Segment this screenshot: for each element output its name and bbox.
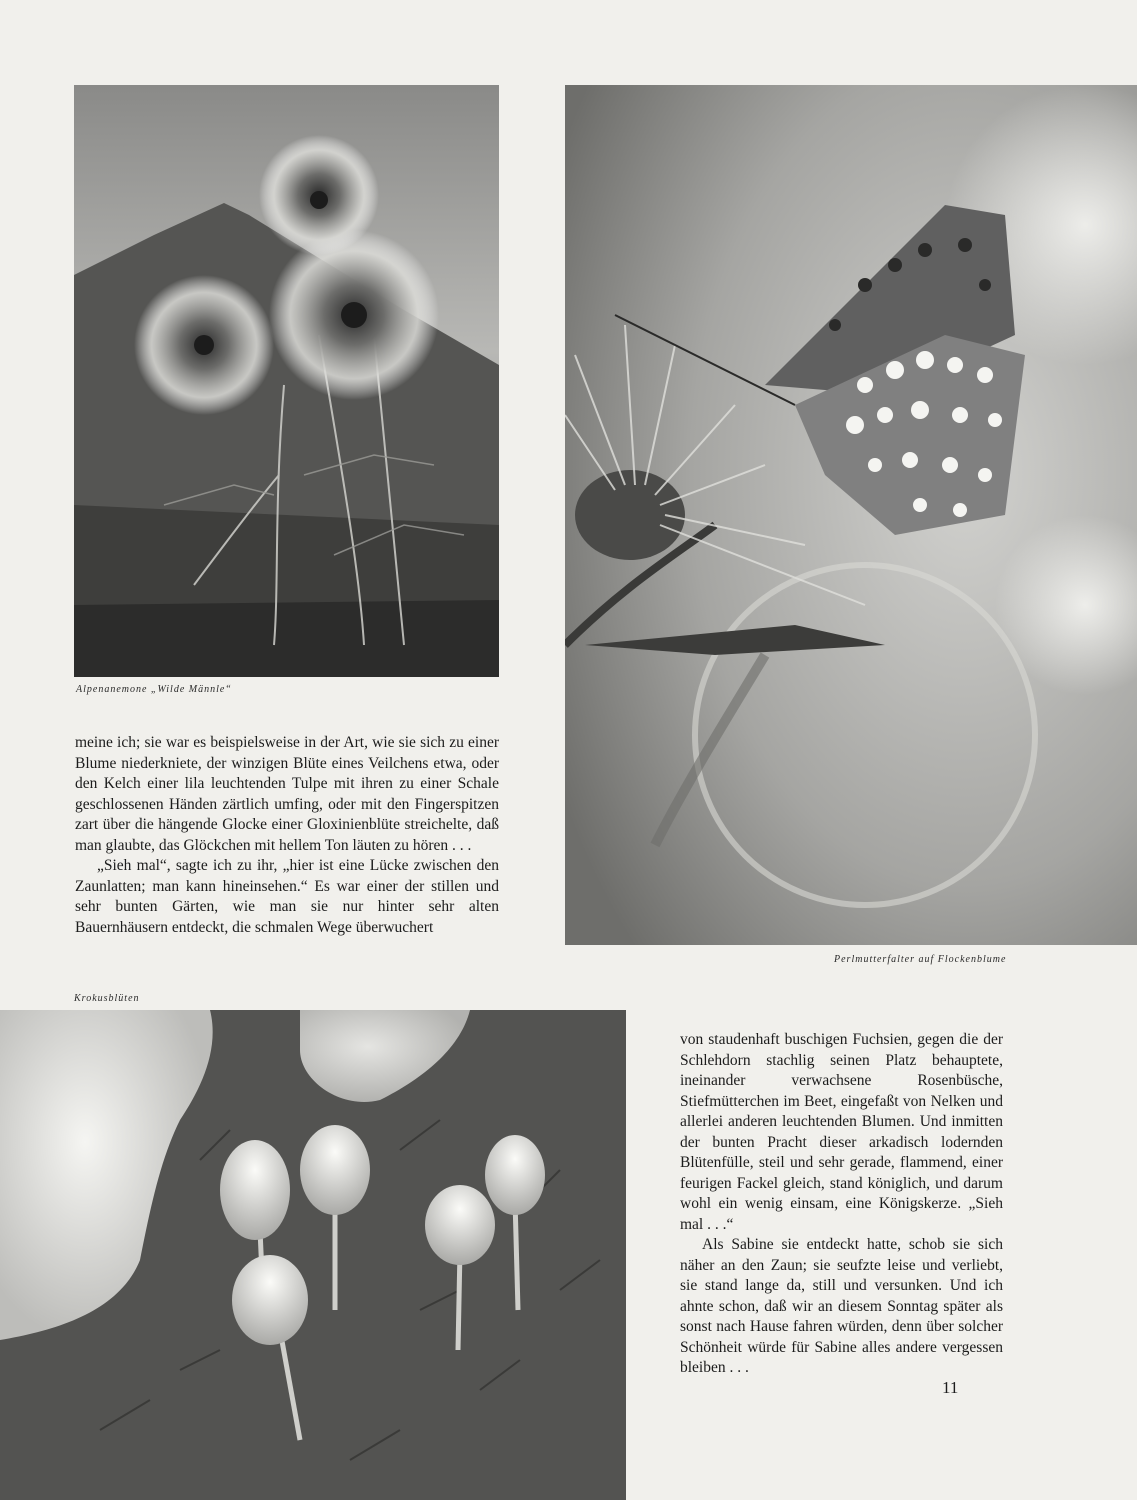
butterfly-caption: Perlmutterfalter auf Flockenblume <box>834 954 1007 965</box>
paragraph: von staudenhaft buschigen Fuchsien, gegen die der Schlehdorn stachlig seinen Platz behauptete, ineinander verwachsene Rosenbüsche, Stiefmütterchen im Beet, eingefaßt von Nelken und allerlei anderen leuchtenden Blumen. Und inmitten der bunten Pracht dieser arkadisch lodernden Blütenfülle, steil und sehr gerade, flammend, einer feurigen Fackel gleich, stand königlich, und darum wohl ein wenig einsam, eine Königskerze. „Sieh mal . . .“ <box>680 1031 1003 1233</box>
text-column-top <box>75 733 499 938</box>
anemone-photo <box>74 85 499 677</box>
crocus-photo <box>0 1010 626 1500</box>
crocus-caption: Krokusblüten <box>74 993 140 1004</box>
text-column-bottom <box>680 1030 1003 1379</box>
page-number: 11 <box>942 1378 959 1397</box>
paragraph: meine ich; sie war es beispielsweise in der Art, wie sie sich zu einer Blume niederkniete, der winzigen Blüte eines Veilchens etwa, oder den Kelch einer lila leuchtenden Tulpe mit ihren zu einer Schale geschlossenen Händen zärtlich umfing, oder mit den Fingerspitzen zart über die hängende Glocke einer Gloxinienblüte streichelte, daß man glaubte, das Glöckchen mit hellem Ton läuten zu hören . . . <box>75 734 499 854</box>
paragraph: „Sieh mal“, sagte ich zu ihr, „hier ist eine Lücke zwischen den Zaunlatten; man kann hineinsehen.“ Es war einer der stillen und sehr bunten Gärten, wie man sie nur hinter sehr alten Bauernhäusern entdeckt, die schmalen Wege überwuchert <box>75 857 499 936</box>
fritillary-butterfly-on-knapweed-photo <box>565 85 1137 945</box>
paragraph: Als Sabine sie entdeckt hatte, schob sie sich näher an den Zaun; sie seufzte leise und verliebt, sie stand lange da, still und versunken. Und ich ahnte schon, daß wir an diesem Sonntag später als sonst nach Hause fahren würden, denn über solcher Schönheit würde für Sabine alles andere vergessen bleiben . . . <box>680 1236 1003 1376</box>
butterfly-photo <box>565 85 1137 945</box>
pasque-flower-seedhead-photo <box>74 85 499 677</box>
crocus-blossoms-in-snow-photo <box>0 1010 626 1500</box>
anemone-caption: Alpenanemone „Wilde Männle“ <box>76 684 232 695</box>
